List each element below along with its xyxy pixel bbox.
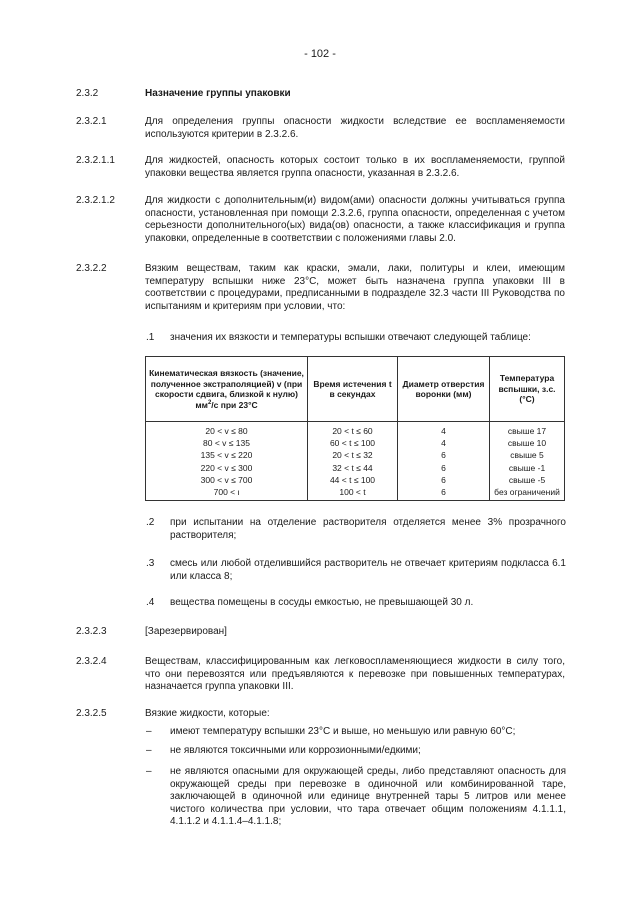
section-number: 2.3.2.5 [76,708,107,719]
col-header-flow-time: Время истечения t в секундах [308,357,398,422]
list-item-text: вещества помещены в сосуды емкостью, не превышающей 30 л. [170,597,474,608]
table-row [146,486,565,500]
cell-orifice: 4 [398,437,490,449]
cell-flash-point: свыше 17 [490,422,565,438]
cell-viscosity: 20 < v ≤ 80 [146,422,308,438]
viscosity-header-text: Кинематическая вязкость (значение, полученное экстраполяцией) v (при скорости сдвига, близкой к нулю) [149,368,304,399]
table-row [146,462,565,474]
cell-viscosity: 135 < v ≤ 220 [146,450,308,462]
list-item-number: .2 [146,517,155,528]
table-row [146,422,565,438]
viscosity-unit-sup: 2 [207,399,212,406]
section-heading: Назначение группы упаковки [145,88,291,99]
dash-marker: – [146,726,152,737]
section-number: 2.3.2.1.1 [76,155,115,166]
section-text: [Зарезервирован] [145,626,227,637]
cell-viscosity: 80 < v ≤ 135 [146,437,308,449]
list-item-text: смесь или любой отделившийся растворитель не отвечает критериям подкласса 6.1 или класса 8; [170,558,566,582]
cell-orifice: 4 [398,422,490,438]
cell-flow-time: 20 < t ≤ 32 [308,450,398,462]
cell-flow-time: 20 < t ≤ 60 [308,422,398,438]
section-text: Вязким веществам, таким как краски, эмали, лаки, политуры и клеи, имеющим температуру вспышки ниже 23°C, может быть назначена группа упаковки III в соответствии с процедурами, предписанными в подразделе 32.3 части III Руководства по испытаниям и критериям при условии, что: [145,263,565,312]
cell-flash-point: свыше -1 [490,462,565,474]
list-item-number: .3 [146,558,155,569]
list-item-number: .1 [146,332,155,343]
dash-item-text: не являются опасными для окружающей среды, либо представляют опасность для окружающей среды при перевозке в одиночной или комбинированной таре, заключающей в одиночной или единице внутренней тары 5 литров или менее чистого количества при условии, что тара отвечает общим положениям 4.1.1.1, 4.1.1.2 и 4.1.1.4–4.1.1.8; [170,766,566,827]
section-number: 2.3.2.2 [76,263,107,274]
viscosity-table [145,356,565,501]
cell-flow-time: 60 < t ≤ 100 [308,437,398,449]
viscosity-unit-base: мм [195,399,208,410]
section-text: Для определения группы опасности жидкости вследствие ее воспламеняемости используются критерии в 2.3.2.6. [145,116,565,140]
list-item-text: значения их вязкости и температуры вспышки отвечают следующей таблице: [170,332,531,343]
cell-flash-point: свыше -5 [490,474,565,486]
section-number: 2.3.2.4 [76,656,107,667]
cell-orifice: 6 [398,450,490,462]
list-item-text: при испытании на отделение растворителя отделяется менее 3% прозрачного растворителя; [170,517,566,541]
table-row [146,437,565,449]
cell-flow-time: 32 < t ≤ 44 [308,462,398,474]
cell-orifice: 6 [398,474,490,486]
cell-flow-time: 44 < t ≤ 100 [308,474,398,486]
cell-orifice: 6 [398,462,490,474]
section-number: 2.3.2.1.2 [76,195,115,206]
page-number: - 102 - [304,48,336,60]
cell-viscosity: 700 < ι [146,486,308,500]
section-text: Для жидкостей, опасность которых состоит только в их воспламеняемости, группой упаковки вещества является группа опасности, указанная в 2.3.2.6. [145,155,565,179]
cell-flash-point: свыше 5 [490,450,565,462]
section-text: Вязкие жидкости, которые: [145,708,270,719]
cell-viscosity: 300 < v ≤ 700 [146,474,308,486]
col-header-flash-point: Температура вспышки, з.с. (°C) [490,357,565,422]
col-header-viscosity [146,357,308,422]
dash-item-text: не являются токсичными или коррозионными/едкими; [170,745,421,756]
list-item-number: .4 [146,597,155,608]
section-number: 2.3.2.1 [76,116,107,127]
cell-flash-point: без ограничений [490,486,565,500]
dash-marker: – [146,766,152,777]
cell-flash-point: свыше 10 [490,437,565,449]
table-row [146,450,565,462]
cell-viscosity: 220 < v ≤ 300 [146,462,308,474]
section-number: 2.3.2 [76,88,99,99]
viscosity-unit-rest: /с при 23°C [211,399,258,410]
table-row [146,474,565,486]
cell-flow-time: 100 < t [308,486,398,500]
dash-item-text: имеют температуру вспышки 23°C и выше, но меньшую или равную 60°C; [170,726,516,737]
col-header-orifice: Диаметр отверстия воронки (мм) [398,357,490,422]
section-number: 2.3.2.3 [76,626,107,637]
section-text: Веществам, классифицированным как легковоспламеняющиеся жидкости в силу того, что они перевозятся или предъявляются к перевозке при повышенных температурах, назначается группа упаковки III. [145,656,565,692]
cell-orifice: 6 [398,486,490,500]
dash-marker: – [146,745,152,756]
table-header-row [146,357,565,422]
section-text: Для жидкости с дополнительным(и) видом(ами) опасности должны учитываться группа опасности, установленная при помощи 2.3.2.6, группа опасности, определенная с учетом серьезности дополнительного(ых) вида(ов) опасности, а также классификация и группа упаковки, определенные в соответствии с положениями главы 2.0. [145,195,565,244]
